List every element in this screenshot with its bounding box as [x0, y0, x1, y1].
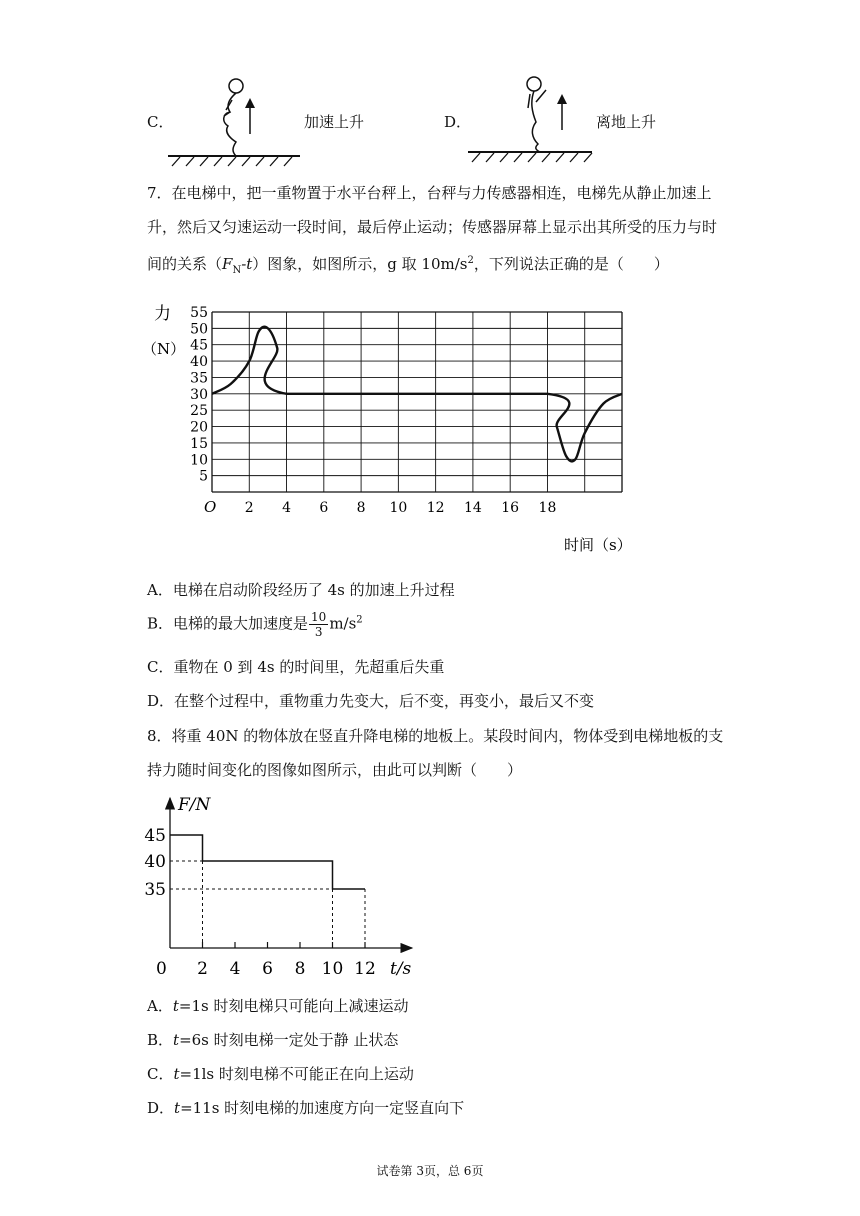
- q7-x-tick-labels: [245, 500, 557, 516]
- q8-y-tick-labels: [144, 826, 166, 900]
- q7-x-tick-label: 2: [244, 500, 254, 516]
- q7-y-tick-label: 10: [190, 452, 208, 469]
- q7-force-time-chart: [140, 296, 640, 558]
- q7-option-b: B．电梯的最大加速度是 $\frac{10}{3}$ $m/s^2$: [147, 610, 363, 639]
- q7-y-tick-labels: [190, 305, 208, 485]
- q7-y-tick-label: 50: [190, 321, 208, 338]
- q7-stem-line-3: 间的关系$(F_N-t)$图象，如图所示，g 取 $10m/s^2$，下列说法正确的是（ ）: [147, 255, 669, 276]
- q8-option-d: D．t=11s 时刻电梯的加速度方向一定竖直向下: [147, 1099, 465, 1117]
- page-footer: 试卷第 3页，总 6页: [376, 1164, 484, 1178]
- q7-x-tick-label: 6: [319, 500, 329, 516]
- q7-x-tick-label: 18: [538, 500, 557, 516]
- q7-stem-line-1: 7．在电梯中，把一重物置于水平台秤上，台秤与力传感器相连，电梯先从静止加速上: [147, 184, 712, 202]
- q6-figure-d: [466, 72, 598, 164]
- q7-x-tick-label: 14: [463, 500, 482, 516]
- q7-y-tick-label: 20: [190, 419, 208, 436]
- q7-option-c: C．重物在 0 到 4s 的时间里，先超重后失重: [147, 658, 445, 676]
- q8-support-force-chart: [140, 788, 430, 982]
- q7-origin-label: O: [204, 498, 217, 516]
- q7-x-tick-label: 16: [501, 500, 520, 516]
- q8-stem-line-1: 8．将重 40N 的物体放在竖直升降电梯的地板上。某段时间内，物体受到电梯地板的支: [147, 727, 724, 745]
- q7-y-axis-unit: （N）: [142, 340, 186, 358]
- q7-y-tick-label: 5: [199, 468, 208, 485]
- q8-x-tick-label: 2: [197, 959, 208, 979]
- q7-y-tick-label: 45: [190, 337, 208, 354]
- q6-option-d-label: 离地上升: [596, 113, 657, 131]
- q7-y-tick-label: 30: [190, 386, 208, 403]
- q8-x-tick-label: 6: [262, 959, 273, 979]
- q7-option-b-fraction: $\frac{10}{3}$: [311, 610, 327, 639]
- q8-y-tick-label: 40: [144, 852, 166, 872]
- q6-option-d-letter: D．: [444, 113, 472, 131]
- q8-x-tick-label: 8: [294, 959, 306, 979]
- q8-x-tick-label: 4: [229, 959, 241, 979]
- q8-stem-line-2: 持力随时间变化的图像如图所示，由此可以判断（ ）: [147, 761, 523, 779]
- q7-option-d: D．在整个过程中，重物重力先变大，后不变，再变小，最后又不变: [147, 692, 595, 710]
- q7-y-tick-label: 40: [190, 354, 208, 371]
- q8-y-tick-label: 45: [144, 826, 166, 846]
- q8-origin-label: 0: [156, 959, 167, 979]
- q8-y-axis-title: F/N: [178, 795, 211, 815]
- q7-y-tick-label: 55: [190, 305, 208, 321]
- q8-option-a: A．t=1s 时刻电梯只可能向上减速运动: [147, 997, 409, 1015]
- q8-option-c: C．t=1ls 时刻电梯不可能正在向上运动: [147, 1065, 414, 1083]
- q8-guide-dashes: [170, 861, 365, 948]
- q8-x-axis-title: t/s: [390, 959, 412, 979]
- q8-x-tick-marks: [203, 942, 366, 948]
- q8-step-line: [170, 835, 365, 889]
- q7-x-tick-label: 4: [282, 500, 292, 516]
- q6-option-c-letter: C．: [147, 113, 174, 131]
- q7-y-tick-label: 25: [190, 403, 208, 420]
- q7-y-tick-label: 15: [190, 435, 208, 452]
- q8-x-tick-labels: [197, 959, 376, 979]
- q7-option-a: A．电梯在启动阶段经历了 4s 的加速上升过程: [147, 581, 455, 599]
- q7-x-tick-label: 8: [356, 500, 366, 516]
- q6-option-c-label: 加速上升: [304, 113, 365, 131]
- q6-figure-c: [166, 72, 306, 168]
- q7-x-tick-label: 12: [426, 500, 445, 516]
- q7-y-tick-label: 35: [190, 370, 208, 387]
- q7-y-axis-title: 力: [154, 304, 171, 324]
- q7-x-axis-title: 时间（s）: [564, 536, 632, 554]
- q8-y-tick-label: 35: [144, 880, 166, 900]
- q7-stem-line-2: 升，然后又匀速运动一段时间，最后停止运动；传感器屏幕上显示出其所受的压力与时: [147, 218, 718, 236]
- q8-x-tick-label: 10: [321, 959, 344, 979]
- q8-option-b: B．t=6s 时刻电梯一定处于静 止状态: [147, 1031, 399, 1049]
- q7-x-tick-label: 10: [389, 500, 408, 516]
- q8-x-tick-label: 12: [354, 959, 376, 979]
